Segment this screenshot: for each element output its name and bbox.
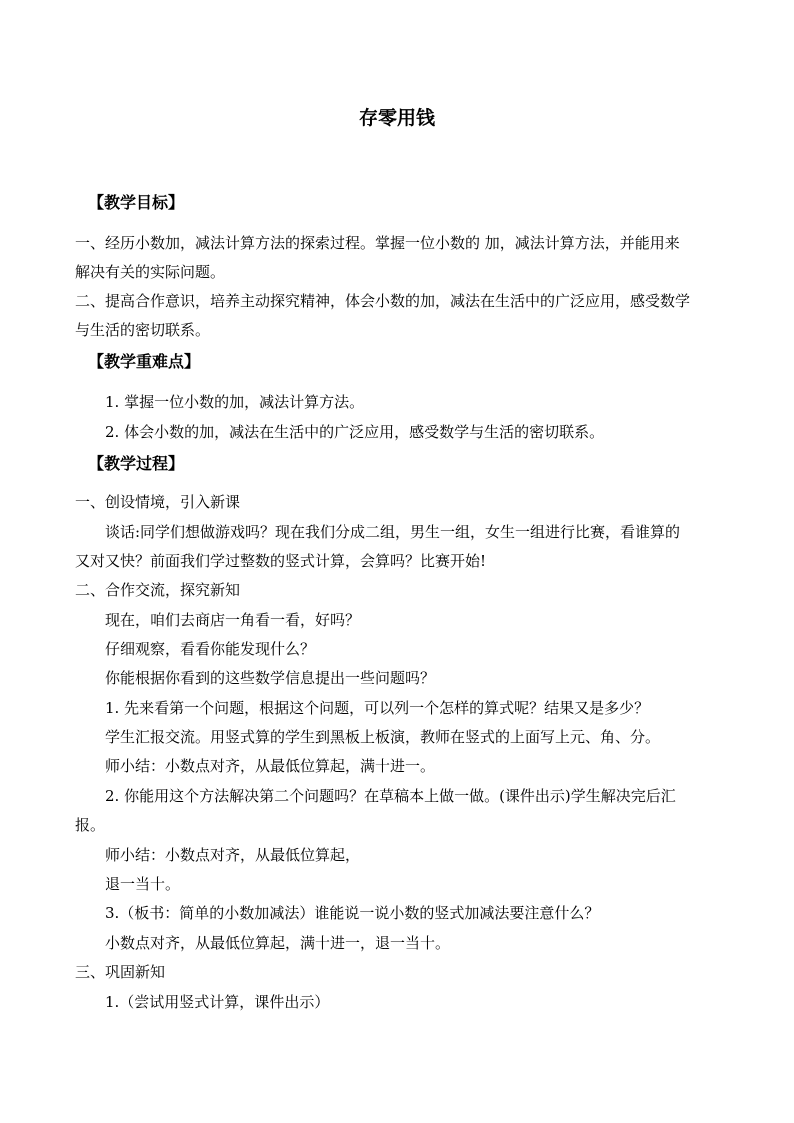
section-3-title: 三、巩固新知 bbox=[75, 963, 166, 981]
section-1-title: 一、创设情境，引入新课 bbox=[75, 493, 241, 511]
section-2-paragraph-2: 仔细观察，看看你能发现什么？ bbox=[105, 640, 316, 658]
process-heading: 【教学过程】 bbox=[88, 454, 185, 473]
section-2-paragraph-9: 退一当十。 bbox=[105, 875, 181, 893]
section-2-paragraph-11: 小数点对齐，从最低位算起，满十进一，退一当十。 bbox=[105, 934, 451, 952]
objective-1-line-1: 一、经历小数加，减法计算方法的探索过程。掌握一位小数的 加，减法计算方法，并能用来 bbox=[75, 234, 680, 252]
key-point-1: 1. 掌握一位小数的加，减法计算方法。 bbox=[105, 393, 365, 411]
section-2-paragraph-10: 3.（板书：简单的小数加减法）谁能说一说小数的竖式加减法要注意什么？ bbox=[105, 904, 600, 922]
key-points-heading: 【教学重难点】 bbox=[88, 352, 201, 371]
section-3-paragraph-1: 1.（尝试用竖式计算，课件出示） bbox=[105, 993, 330, 1011]
objective-1-line-2: 解决有关的实际问题。 bbox=[75, 263, 226, 281]
document-title: 存零用钱 bbox=[358, 107, 435, 129]
objective-2-line-2: 与生活的密切联系。 bbox=[75, 321, 211, 339]
section-1-paragraph-line-2: 又对又快？前面我们学过整数的竖式计算，会算吗？比赛开始! bbox=[75, 552, 487, 570]
section-2-paragraph-5: 学生汇报交流。用竖式算的学生到黑板上板演，教师在竖式的上面写上元、角、分。 bbox=[105, 728, 661, 746]
objective-2-line-1: 二、提高合作意识，培养主动探究精神，体会小数的加，减法在生活中的广泛应用，感受数学 bbox=[75, 292, 691, 310]
section-2-paragraph-8: 师小结：小数点对齐，从最低位算起， bbox=[105, 846, 361, 864]
section-2-paragraph-3: 你能根据你看到的这些数学信息提出一些问题吗？ bbox=[105, 669, 436, 687]
section-2-paragraph-6: 师小结：小数点对齐，从最低位算起，满十进一。 bbox=[105, 757, 436, 775]
section-2-paragraph-4: 1. 先来看第一个问题，根据这个问题，可以列一个怎样的算式呢？结果又是多少？ bbox=[105, 699, 650, 717]
section-1-paragraph-line-1: 谈话:同学们想做游戏吗？现在我们分成二组，男生一组，女生一组进行比赛，看谁算的 bbox=[105, 523, 681, 541]
objectives-heading: 【教学目标】 bbox=[88, 193, 185, 212]
section-2-paragraph-7-line-1: 2. 你能用这个方法解决第二个问题吗？在草稿本上做一做。(课件出示)学生解决完后汇 bbox=[105, 787, 676, 805]
section-2-title: 二、合作交流，探究新知 bbox=[75, 581, 241, 599]
section-2-paragraph-1: 现在，咱们去商店一角看一看，好吗？ bbox=[105, 611, 361, 629]
section-2-paragraph-7-line-2: 报。 bbox=[75, 816, 106, 834]
key-point-2: 2. 体会小数的加，减法在生活中的广泛应用，感受数学与生活的密切联系。 bbox=[105, 423, 605, 441]
